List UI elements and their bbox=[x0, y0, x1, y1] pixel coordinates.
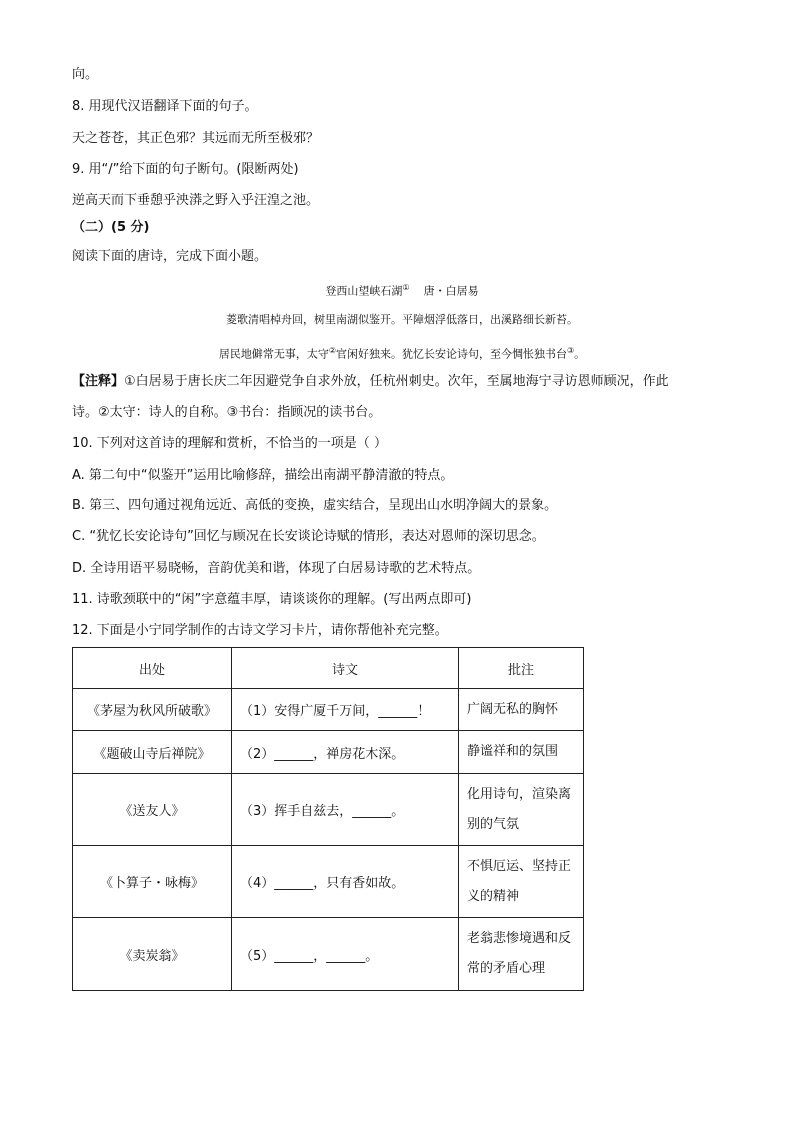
question-8-sentence: 天之苍苍，其正色邪？其远而无所至极邪？ bbox=[72, 131, 320, 146]
table-row bbox=[73, 731, 584, 774]
footnote-mark: ③ bbox=[567, 346, 575, 355]
table-row bbox=[73, 918, 584, 991]
header-verse: 诗文 bbox=[232, 648, 459, 689]
question-10: 10. 下列对这首诗的理解和赏析，不恰当的一项是（ ） bbox=[72, 436, 387, 451]
header-source: 出处 bbox=[73, 648, 232, 689]
poem-text: 官闲好独来。犹忆长安论诗句，至今惆怅独书台 bbox=[336, 347, 567, 361]
option-b: B. 第三、四句通过视角远近、高低的变换，虚实结合，呈现出山水明净阔大的景象。 bbox=[72, 498, 558, 513]
poem-title-line bbox=[72, 280, 732, 300]
poem-line-2 bbox=[72, 343, 732, 363]
header-note: 批注 bbox=[459, 648, 584, 689]
cell-source: 《茅屋为秋风所破歌》 bbox=[73, 689, 232, 731]
poem-text: 居民地僻常无事，太守 bbox=[218, 347, 329, 361]
question-11: 11. 诗歌颈联中的“闲”字意蕴丰厚，请谈谈你的理解。(写出两点即可) bbox=[72, 592, 472, 607]
question-9-sentence: 逆高天而下垂憩乎泱漭之野入乎汪湟之池。 bbox=[72, 193, 320, 208]
poem-text: 。 bbox=[574, 347, 586, 361]
notes-line-1 bbox=[72, 373, 669, 391]
cell-note: 静谧祥和的氛围 bbox=[459, 731, 584, 774]
study-card-table bbox=[72, 647, 584, 991]
table-row bbox=[73, 774, 584, 846]
cell-verse: （3）挥手自兹去，______。 bbox=[232, 774, 459, 846]
cell-verse: （5）______，______。 bbox=[232, 918, 459, 991]
poem-line-1: 菱歌清唱棹舟回，树里南湖似鉴开。平障烟浮低落日，出溪路细长新苔。 bbox=[226, 313, 578, 326]
reading-instruction: 阅读下面的唐诗，完成下面小题。 bbox=[72, 249, 268, 264]
option-d: D. 全诗用语平易晓畅，音韵优美和谐，体现了白居易诗歌的艺术特点。 bbox=[72, 561, 481, 576]
poem-author: 唐・白居易 bbox=[423, 284, 479, 298]
cell-note: 老翁悲惨境遇和反常的矛盾心理 bbox=[459, 918, 584, 991]
poem-title: 登西山望峡石湖 bbox=[325, 284, 403, 298]
cell-note: 不惧厄运、坚持正义的精神 bbox=[459, 846, 584, 918]
table-row bbox=[73, 689, 584, 731]
cell-verse: （4）______，只有香如故。 bbox=[232, 846, 459, 918]
cell-note: 化用诗句，渲染离别的气氛 bbox=[459, 774, 584, 846]
cell-source: 《卜算子・咏梅》 bbox=[73, 846, 232, 918]
text-line: 向。 bbox=[72, 67, 99, 82]
notes-text: ①白居易于唐长庆二年因避党争自求外放，任杭州刺史。次年，至属地海宁寻访恩师顾况，作此 bbox=[124, 374, 669, 389]
cell-source: 《题破山寺后禅院》 bbox=[73, 731, 232, 774]
table-header-row bbox=[73, 648, 584, 689]
question-8: 8. 用现代汉语翻译下面的句子。 bbox=[72, 99, 258, 114]
notes-line-2: 诗。②太守：诗人的自称。③书台：指顾况的读书台。 bbox=[72, 405, 382, 420]
table-row bbox=[73, 846, 584, 918]
notes-label: 【注释】 bbox=[72, 374, 125, 389]
cell-verse: （1）安得广厦千万间，______！ bbox=[232, 689, 459, 731]
footnote-mark: ② bbox=[328, 346, 336, 355]
cell-note: 广阔无私的胸怀 bbox=[459, 689, 584, 731]
option-c: C. “犹忆长安论诗句”回忆与顾况在长安谈论诗赋的情形，表达对恩师的深切思念。 bbox=[72, 529, 545, 544]
cell-source: 《送友人》 bbox=[73, 774, 232, 846]
section-heading: （二）(5 分) bbox=[72, 220, 150, 235]
cell-verse: （2）______，禅房花木深。 bbox=[232, 731, 459, 774]
question-12: 12. 下面是小宁同学制作的古诗文学习卡片，请你帮他补充完整。 bbox=[72, 623, 448, 638]
cell-source: 《卖炭翁》 bbox=[73, 918, 232, 991]
option-a: A. 第二句中“似鉴开”运用比喻修辞，描绘出南湖平静清澈的特点。 bbox=[72, 468, 454, 483]
footnote-mark: ① bbox=[402, 283, 410, 292]
question-9: 9. 用“/”给下面的句子断句。(限断两处) bbox=[72, 162, 299, 177]
